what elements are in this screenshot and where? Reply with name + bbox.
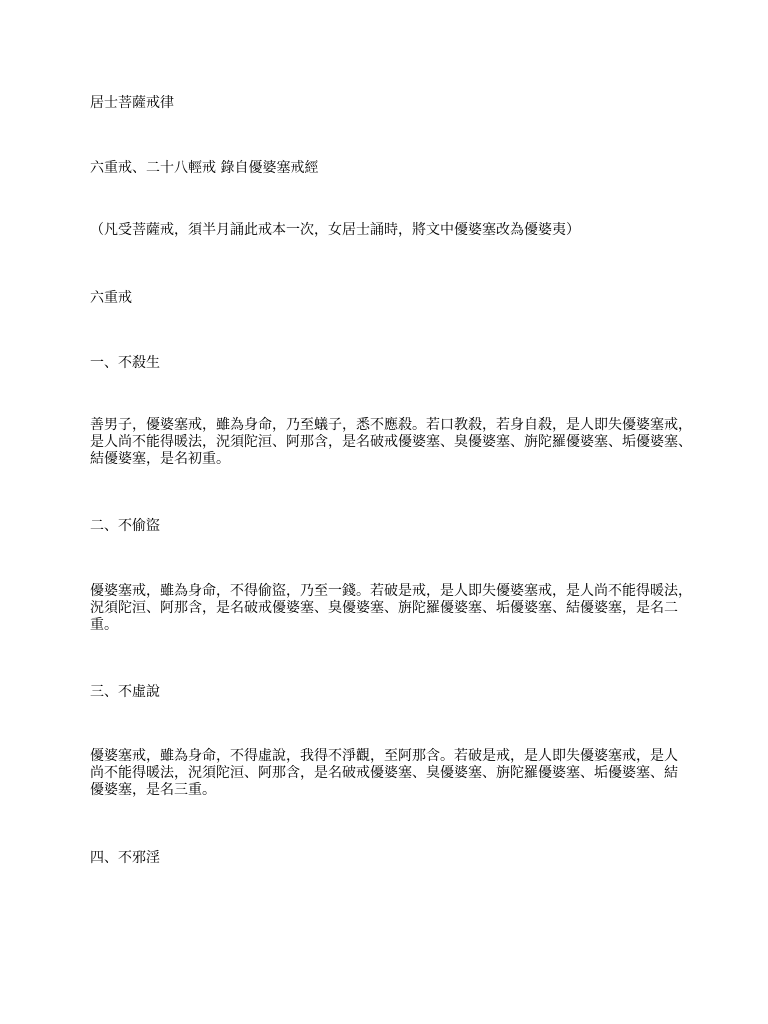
- paragraph-line: 是人尚不能得暖法，況須陀洹、阿那含，是名破戒優婆塞、臭優婆塞、旃陀羅優婆塞、垢優婆塞、: [90, 434, 692, 450]
- paragraph-line: 優婆塞戒，雖為身命，不得偷盜，乃至一錢。若破是戒，是人即失優婆塞戒，是人尚不能得暖法，: [90, 583, 692, 599]
- precept-paragraph: [90, 748, 690, 799]
- paragraph-line: 善男子，優婆塞戒，雖為身命，乃至蟻子，悉不應殺。若口教殺，若身自殺，是人即失優婆塞戒，: [90, 417, 692, 433]
- precept-heading: 三、不虛說: [90, 684, 160, 700]
- document-subtitle: 六重戒、二十八輕戒 錄自優婆塞戒經: [90, 160, 319, 176]
- paragraph-line: 優婆塞戒，雖為身命，不得虛說，我得不淨觀，至阿那含。若破是戒，是人即失優婆塞戒，是人: [90, 748, 678, 764]
- section-heading: 六重戒: [90, 290, 132, 306]
- paragraph-line: 優婆塞，是名三重。: [90, 782, 216, 798]
- paragraph-line: 況須陀洹、阿那含，是名破戒優婆塞、臭優婆塞、旃陀羅優婆塞、垢優婆塞、結優婆塞，是名二: [90, 600, 678, 616]
- precept-heading: 四、不邪淫: [90, 850, 160, 866]
- precept-heading: 二、不偷盜: [90, 518, 160, 534]
- precept-heading: 一、不殺生: [90, 355, 160, 371]
- precept-paragraph: [90, 417, 690, 468]
- paragraph-line: 重。: [90, 617, 118, 633]
- document-title: 居士菩薩戒律: [90, 95, 174, 111]
- precept-paragraph: [90, 583, 690, 634]
- paragraph-line: 尚不能得暖法，況須陀洹、阿那含，是名破戒優婆塞、臭優婆塞、旃陀羅優婆塞、垢優婆塞、結: [90, 765, 678, 781]
- recitation-note: （凡受菩薩戒，須半月誦此戒本一次，女居士誦時，將文中優婆塞改為優婆夷）: [90, 222, 580, 238]
- paragraph-line: 結優婆塞，是名初重。: [90, 451, 230, 467]
